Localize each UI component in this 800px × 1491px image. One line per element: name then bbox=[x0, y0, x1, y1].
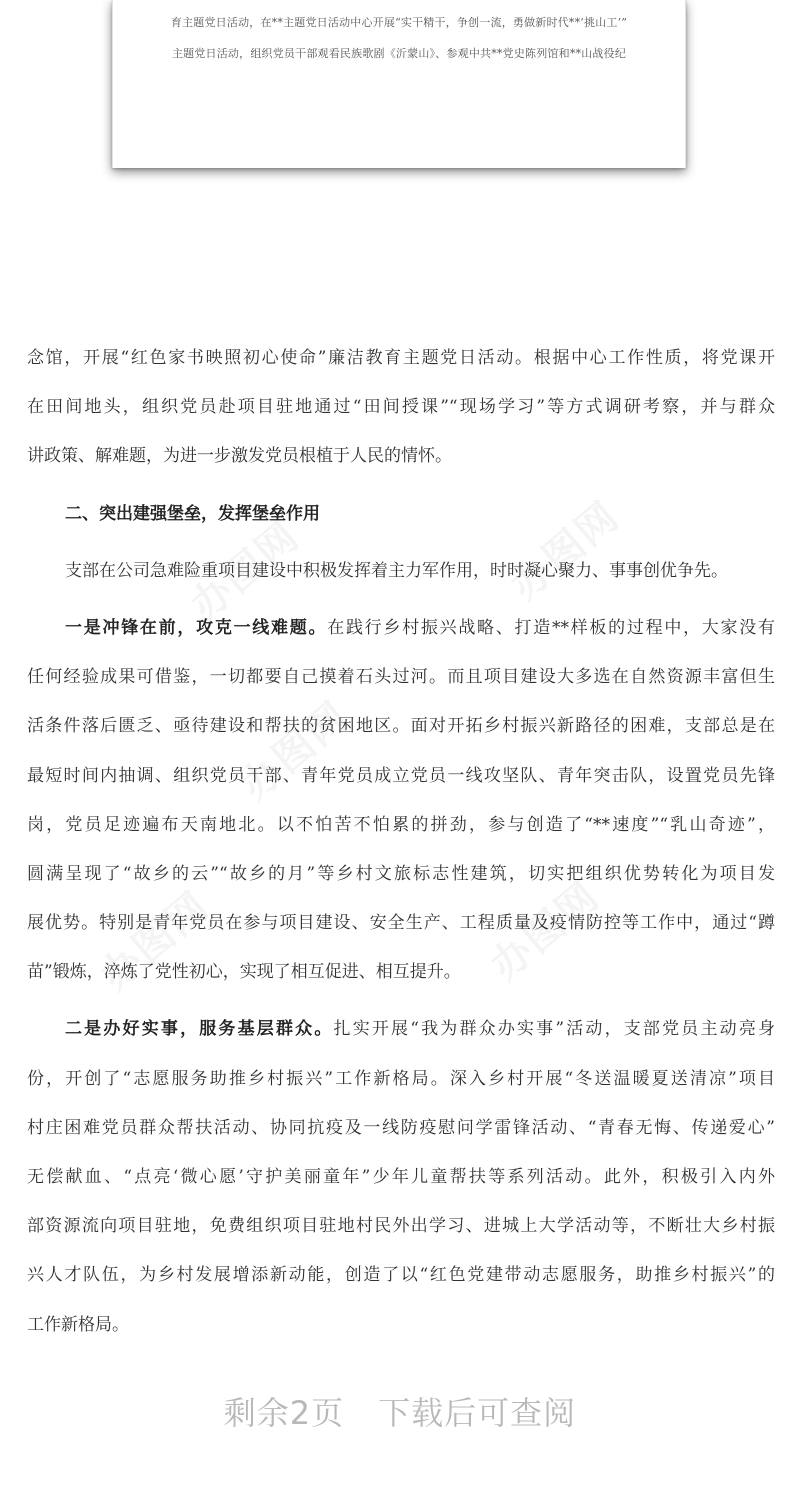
paragraph-line: 最短时间内抽调、组织党员干部、青年党员成立党员一线攻坚队、青年突击队，设置党员先锋 bbox=[27, 765, 775, 786]
paragraph-line: 岗，党员足迹遍布天南地北。以不怕苦不怕累的拼劲，参与创造了“**速度”“乳山奇迹”， bbox=[27, 814, 775, 835]
preview-line-2: 主题党日活动，组织党员干部观看民族歌剧《沂蒙山》、参观中共**党史陈列馆和**山战役纪 bbox=[171, 47, 627, 60]
paragraph-line: 村庄困难党员群众帮扶活动、协同抗疫及一线防疫慰问学雷锋活动、“青春无悔、传递爱心” bbox=[27, 1117, 775, 1138]
paragraph-line bbox=[27, 1011, 775, 1060]
point-title: 二是办好实事，服务基层群众。 bbox=[65, 1019, 334, 1040]
paragraph-line: 兴人才队伍，为乡村发展增添新动能，创造了以“红色党建带动志愿服务，助推乡村振兴”的 bbox=[27, 1265, 775, 1286]
watermark: 办图网 bbox=[502, 493, 629, 610]
paragraph-line: 任何经验成果可借鉴，一切都要自己摸着石头过河。而且项目建设大多选在自然资源丰富但生 bbox=[27, 667, 775, 688]
paragraph-line: 工作新格局。 bbox=[27, 1314, 129, 1335]
paragraph-line: 苗”锻炼，淬炼了党性初心，实现了相互促进、相互提升。 bbox=[27, 962, 461, 983]
watermark: 办图网 bbox=[92, 883, 219, 1000]
paragraph-line: 部资源流向项目驻地，免费组织项目驻地村民外出学习、进城上大学活动等，不断壮大乡村振 bbox=[27, 1216, 775, 1237]
paragraph-line: 念馆，开展“红色家书映照初心使命”廉洁教育主题党日活动。根据中心工作性质，将党课开 bbox=[27, 348, 775, 368]
paragraph-line: 讲政策、解难题，为进一步激发党员根植于人民的情怀。 bbox=[27, 446, 452, 467]
paragraph-line: 展优势。特别是青年党员在参与项目建设、安全生产、工程质量及疫情防控等工作中，通过“蹲 bbox=[27, 913, 775, 934]
paragraph-line: 在田间地头，组织党员赴项目驻地通过“田间授课”“现场学习”等方式调研考察，并与群众 bbox=[27, 397, 775, 418]
watermark: 办图网 bbox=[482, 873, 609, 990]
paragraph-line: 无偿献血、“点亮‘微心愿’守护美丽童年”少年儿童帮扶等系列活动。此外，积极引入内外 bbox=[27, 1167, 775, 1187]
paragraph-line: 活条件落后匮乏、亟待建设和帮扶的贫困地区。面对开拓乡村振兴新路径的困难，支部总是在 bbox=[27, 716, 775, 737]
paragraph-intro: 支部在公司急难险重项目建设中积极发挥着主力军作用，时时凝心聚力、事事创优争先。 bbox=[65, 560, 728, 581]
download-hint-label: 下载后可查阅 bbox=[378, 1394, 577, 1432]
section-heading: 二、突出建强堡垒，发挥堡垒作用 bbox=[65, 503, 320, 524]
remaining-pages-label: 剩余2页 bbox=[223, 1394, 345, 1432]
point-text: 扎实开展“我为群众办实事”活动，支部党员主动亮身 bbox=[333, 1019, 776, 1040]
point-title: 一是冲锋在前，攻克一线难题。 bbox=[65, 617, 328, 638]
preview-page-card bbox=[112, 0, 686, 168]
document-body bbox=[27, 340, 775, 1356]
download-to-read-prompt[interactable] bbox=[0, 1388, 800, 1434]
preview-line-1: 育主题党日活动，在**主题党日活动中心开展“实干精干，争创一流，勇做新时代**‘挑山工’” bbox=[170, 16, 628, 29]
paragraph-line bbox=[27, 610, 775, 659]
point-text: 在践行乡村振兴战略、打造**样板的过程中，大家没有 bbox=[327, 617, 776, 638]
paragraph-line: 份，开创了“志愿服务助推乡村振兴”工作新格局。深入乡村开展“冬送温暖夏送清凉”项目 bbox=[27, 1068, 775, 1089]
watermark: 办图网 bbox=[232, 693, 359, 810]
paragraph-line: 圆满呈现了“故乡的云”“故乡的月”等乡村文旅标志性建筑，切实把组织优势转化为项目发 bbox=[27, 863, 775, 884]
watermark: 办图网 bbox=[182, 513, 309, 630]
